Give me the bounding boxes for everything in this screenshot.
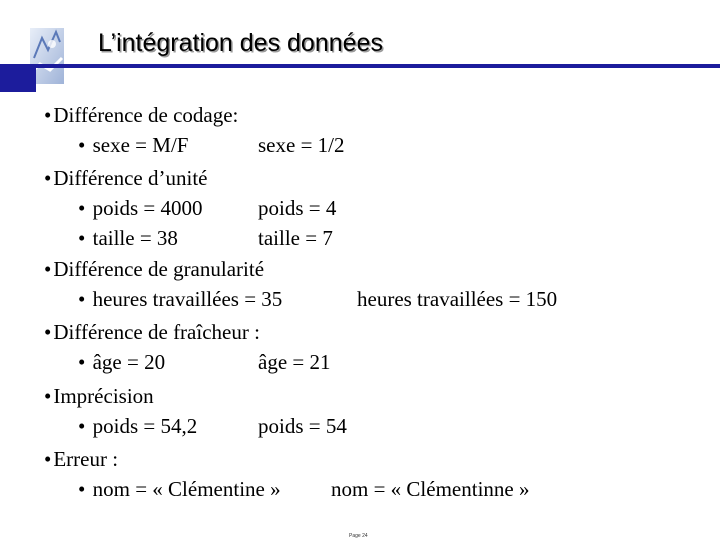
bullet-icon: •: [44, 166, 52, 190]
bullet-icon: •: [78, 226, 86, 250]
list-item-right: âge = 21: [258, 350, 331, 374]
list-item: [44, 447, 118, 471]
list-item-right: nom = « Clémentinne »: [331, 477, 530, 501]
list-item-left: sexe = M/F: [92, 133, 189, 157]
bullet-icon: •: [78, 133, 86, 157]
list-item: [78, 477, 281, 501]
list-item-text: Différence de fraîcheur :: [53, 320, 260, 344]
list-item: [44, 257, 264, 281]
list-item-left: nom = « Clémentine »: [92, 477, 281, 501]
list-item-left: poids = 4000: [92, 196, 203, 220]
list-item: [44, 166, 207, 190]
list-item-text: Différence de codage:: [53, 103, 239, 127]
bullet-icon: •: [44, 447, 52, 471]
list-item-right: poids = 54: [258, 414, 347, 438]
list-item-left: heures travaillées = 35: [92, 287, 283, 311]
list-item-right: poids = 4: [258, 196, 337, 220]
list-item: [78, 287, 282, 311]
list-item: [78, 133, 188, 157]
list-item: [78, 350, 165, 374]
bullet-icon: •: [44, 384, 52, 408]
list-item-right: sexe = 1/2: [258, 133, 345, 157]
list-item-right: taille = 7: [258, 226, 333, 250]
list-item-text: Différence de granularité: [53, 257, 265, 281]
list-item: [44, 103, 238, 127]
list-item: [78, 414, 197, 438]
list-item-left: âge = 20: [92, 350, 166, 374]
bullet-icon: •: [78, 287, 86, 311]
list-item: [44, 320, 260, 344]
list-item-text: Différence d’unité: [53, 166, 208, 190]
bullet-icon: •: [44, 257, 52, 281]
bullet-icon: •: [78, 350, 86, 374]
list-item-text: Erreur :: [53, 447, 119, 471]
page-footer: [349, 533, 368, 539]
list-item: [78, 196, 202, 220]
page-label: Page: [349, 533, 361, 539]
page-number: 24: [362, 533, 368, 539]
bullet-icon: •: [44, 320, 52, 344]
list-item-right: heures travaillées = 150: [357, 287, 558, 311]
page-title: L’intégration des données: [98, 29, 383, 57]
bullet-icon: •: [78, 196, 86, 220]
bullet-icon: •: [78, 414, 86, 438]
bullet-icon: •: [44, 103, 52, 127]
bullet-icon: •: [78, 477, 86, 501]
list-item-text: Imprécision: [53, 384, 154, 408]
list-item: [44, 384, 154, 408]
list-item-left: poids = 54,2: [92, 414, 198, 438]
list-item: [78, 226, 178, 250]
list-item-left: taille = 38: [92, 226, 178, 250]
